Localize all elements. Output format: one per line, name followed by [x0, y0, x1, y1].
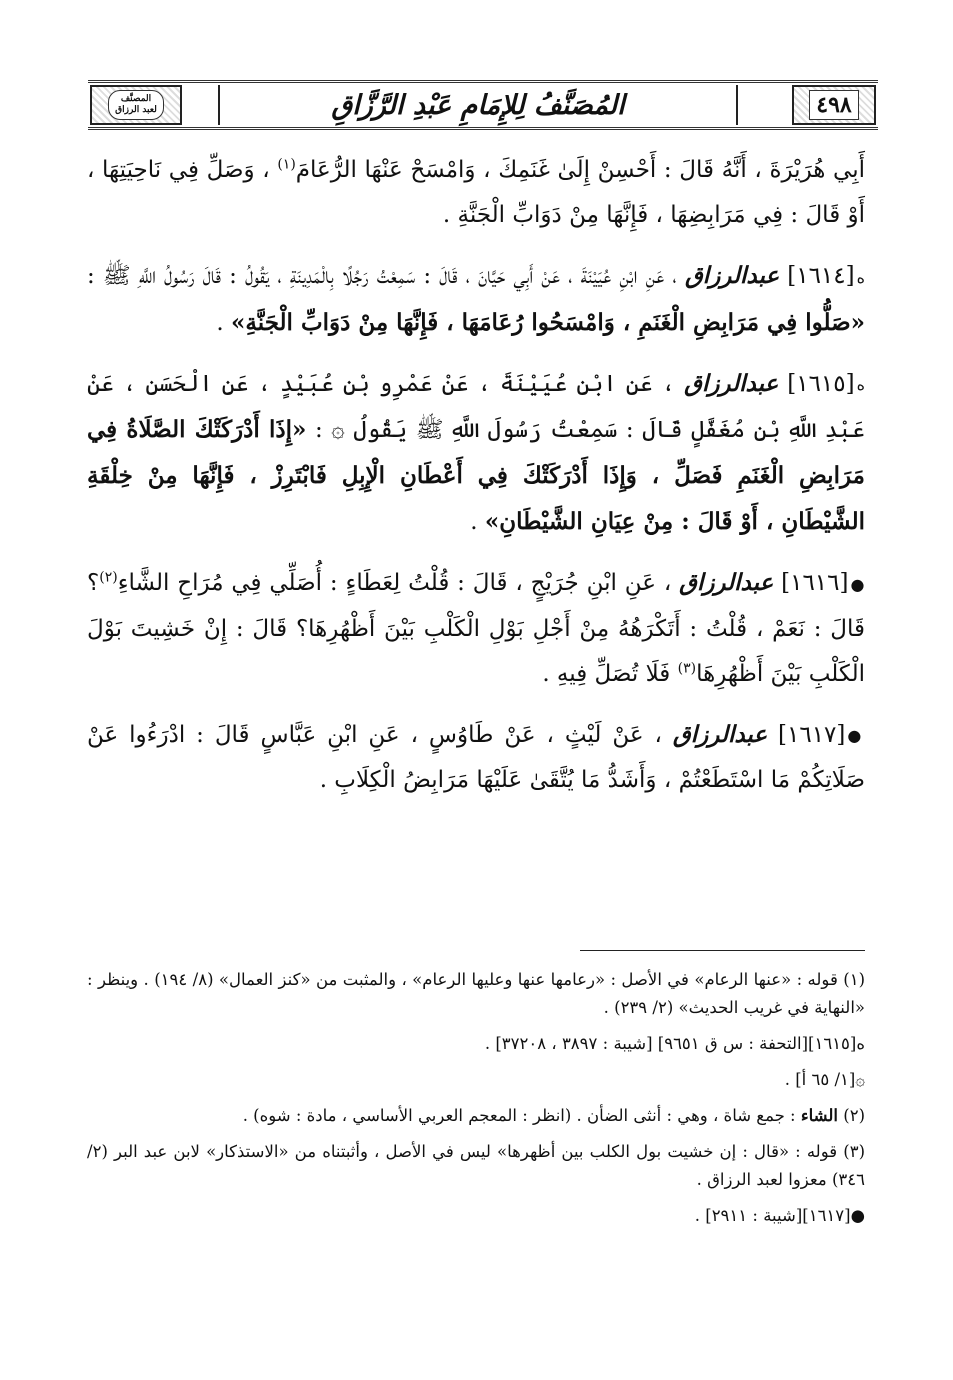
footnote-label: (٢) — [843, 1106, 865, 1125]
hadith-marker: ه — [856, 267, 866, 287]
hadith-chain: ، عَنِ ابْنِ عُيَيْنَةَ ، عَنْ عَمْرِو بْنِ عُبَيْدٍ ، عَنِ الْحَسَنِ ، عَنْ عَبْدِ اللَّهِ بْنِ مُغَفَّلٍ قَالَ : سَمِعْتُ رَسُولَ اللَّهِ ﷺ يَقُولُ ۞ : — [87, 370, 866, 443]
footnote-text: قوله : «عنها الرعام» في الأصل : «رعامها عنها وعليها الرعام» ، والمثبت من «كنز العمال» (٨/ ١٩٤) . وينظر : «النهاية في غريب الحديث» (٢/ ٢٣٩) . — [87, 970, 865, 1017]
footnote-text: [شيبة : ٢٩١١] . — [694, 1206, 803, 1225]
page-number-box — [792, 85, 876, 125]
hadith-1617 — [87, 712, 865, 804]
hadith-marker: ● — [847, 726, 865, 745]
paragraph-continuation — [87, 148, 865, 238]
hadith-1616 — [87, 560, 865, 697]
hadith-number: [١٦١٥] — [787, 370, 855, 397]
seal-line-2: لعبد الرزاق — [115, 105, 157, 115]
hadith-number: [١٦١٤] — [787, 263, 855, 289]
footnote-3 — [87, 1138, 865, 1194]
hadith-number: [١٦١٧] — [778, 721, 846, 748]
page-header — [88, 80, 878, 130]
footnote-text: قوله : «قال : إن خشيت بول الكلب بين أظهرها» ليس في الأصل ، وأثبتناه من «الاستذكار» لابن عبد البر (٢/ ٣٤٦) معزوا لعبد الرزاق . — [87, 1142, 865, 1189]
footnote-separator — [580, 950, 865, 951]
hadith-text-after: ؟ قَالَ : نَعَمْ ، قُلْتُ : أَتَكْرَهُهُ مِنْ أَجْلِ بَوْلِ الْكَلْبِ بَيْنَ أَظْهُرِهَا؟ قَالَ : إِنْ خَشِيتَ بَوْلَ الْكَلْبِ بَيْنَ أَظْهُرِهَا — [87, 570, 865, 687]
footnote-label: ●[١٦١٧] — [802, 1206, 865, 1225]
paragraph-text-after: ، وَصَلِّ فِي نَاحِيَتِهَا ، أَوْ قَالَ : فِي مَرَابِضِهَا ، فَإِنَّهَا مِنْ دَوَابِّ الْجَنَّةِ . — [87, 157, 865, 228]
footnote-term: الشاء — [800, 1106, 838, 1125]
main-text — [87, 148, 865, 818]
footnote-label: (٣) — [843, 1142, 865, 1161]
seal-line-1: المصنَّف — [120, 94, 152, 104]
paragraph-text: أَبِي هُرَيْرَةَ ، أَنَّهُ قَالَ : أَحْسِنْ إِلَىٰ غَنَمِكَ ، وَامْسَحْ عَنْهَا الرُّعَامَ — [295, 157, 865, 183]
hadith-text: ، عَنْ لَيْثٍ ، عَنْ طَاوُسٍ ، عَنِ ابْنِ عَبَّاسٍ قَالَ : ادْرَءُوا عَنْ صَلَاتِكُمْ مَا اسْتَطَعْتُمْ ، وَأَشَدُّ مَا يُتَّقَىٰ عَلَيْهَا مَرَابِضُ الْكِلَابِ . — [87, 721, 865, 793]
hadith-matn: «إِذَا أَدْرَكَتْكَ الصَّلَاةُ فِي مَرَابِضِ الْغَنَمِ فَصَلِّ ، وَإِذَا أَدْرَكَتْكَ فِي أَعْطَانِ الْإِبِلِ فَابْتَرِزْ ، فَإِنَّهَا مِنْ خِلْقَةِ الشَّيْطَانِ ، أَوْ قَالَ : مِنْ عِيَانِ الشَّيْطَانِ» — [87, 416, 865, 535]
hadith-author: عبدالرزاق — [684, 262, 780, 289]
footnote-label: (١) — [843, 970, 866, 989]
footnote-text: [التحفة : س ق ٩٦٥١] [شيبة : ٣٨٩٧ ، ٣٧٢٠٨] . — [484, 1034, 809, 1053]
footnote-text: : جمع شاة ، وهي : أنثى الضأن . (انظر : المعجم العربي الأساسي ، مادة : شوه) . — [242, 1106, 796, 1125]
footnote-ref[interactable]: (٢) — [99, 569, 118, 586]
book-seal-text — [108, 90, 164, 120]
footnote-2 — [87, 1102, 865, 1130]
hadith-marker: ه — [856, 375, 866, 394]
footnote-manuscript-ref — [87, 1066, 865, 1094]
hadith-author: عبدالرزاق — [684, 369, 779, 397]
hadith-author: عبدالرزاق — [672, 720, 768, 748]
footnote-ref[interactable]: (١) — [277, 156, 296, 173]
footnote-1 — [87, 966, 865, 1022]
book-seal — [90, 85, 182, 125]
footnote-label: ۞ — [855, 1070, 865, 1089]
footnote-text: [١/ ٦٥ أ] . — [784, 1070, 856, 1089]
hadith-1614 — [87, 253, 865, 346]
hadith-text: ، عَنِ ابْنِ جُرَيْجٍ ، قَالَ : قُلْتُ لِعَطَاءٍ : أُصَلِّي فِي مُرَاحِ الشَّاءِ — [117, 570, 672, 596]
running-title: المُصَنَّفُ لِلإِمَامِ عَبْدِ الرَّزَّاقِ — [218, 85, 738, 125]
footnote-1617-ref — [87, 1202, 865, 1230]
hadith-end: فَلَا تُصَلِّ فِيهِ . — [542, 660, 678, 687]
hadith-1615 — [87, 361, 865, 546]
footnote-label: ه[١٦١٥] — [808, 1034, 865, 1053]
hadith-number: [١٦١٦] — [781, 570, 849, 596]
hadith-matn: «صَلُّوا فِي مَرَابِضِ الْغَنَمِ ، وَامْسَحُوا رُعَامَهَا ، فَإِنَّهَا مِنْ دَوَابِّ الْجَنَّةِ» — [231, 308, 865, 336]
hadith-chain: ، عَنِ ابْنِ عُيَيْنَةَ ، عَنْ أَبِي حَيَّانَ ، قَالَ : سَمِعْتُ رَجُلًا بِالْمَدِينَةِ ، يَقُولُ : قَالَ رَسُولُ اللَّهِ ﷺ : — [87, 263, 677, 289]
page-number: ٤٩٨ — [809, 90, 858, 120]
hadith-author: عبدالرزاق — [679, 569, 774, 596]
hadith-marker: ● — [850, 574, 865, 594]
footnote-ref[interactable]: (٣) — [677, 659, 697, 676]
hadith-end: . — [216, 309, 232, 336]
footnote-1615-ref — [87, 1030, 865, 1058]
hadith-end: . — [470, 509, 485, 535]
footnotes — [87, 966, 865, 1238]
